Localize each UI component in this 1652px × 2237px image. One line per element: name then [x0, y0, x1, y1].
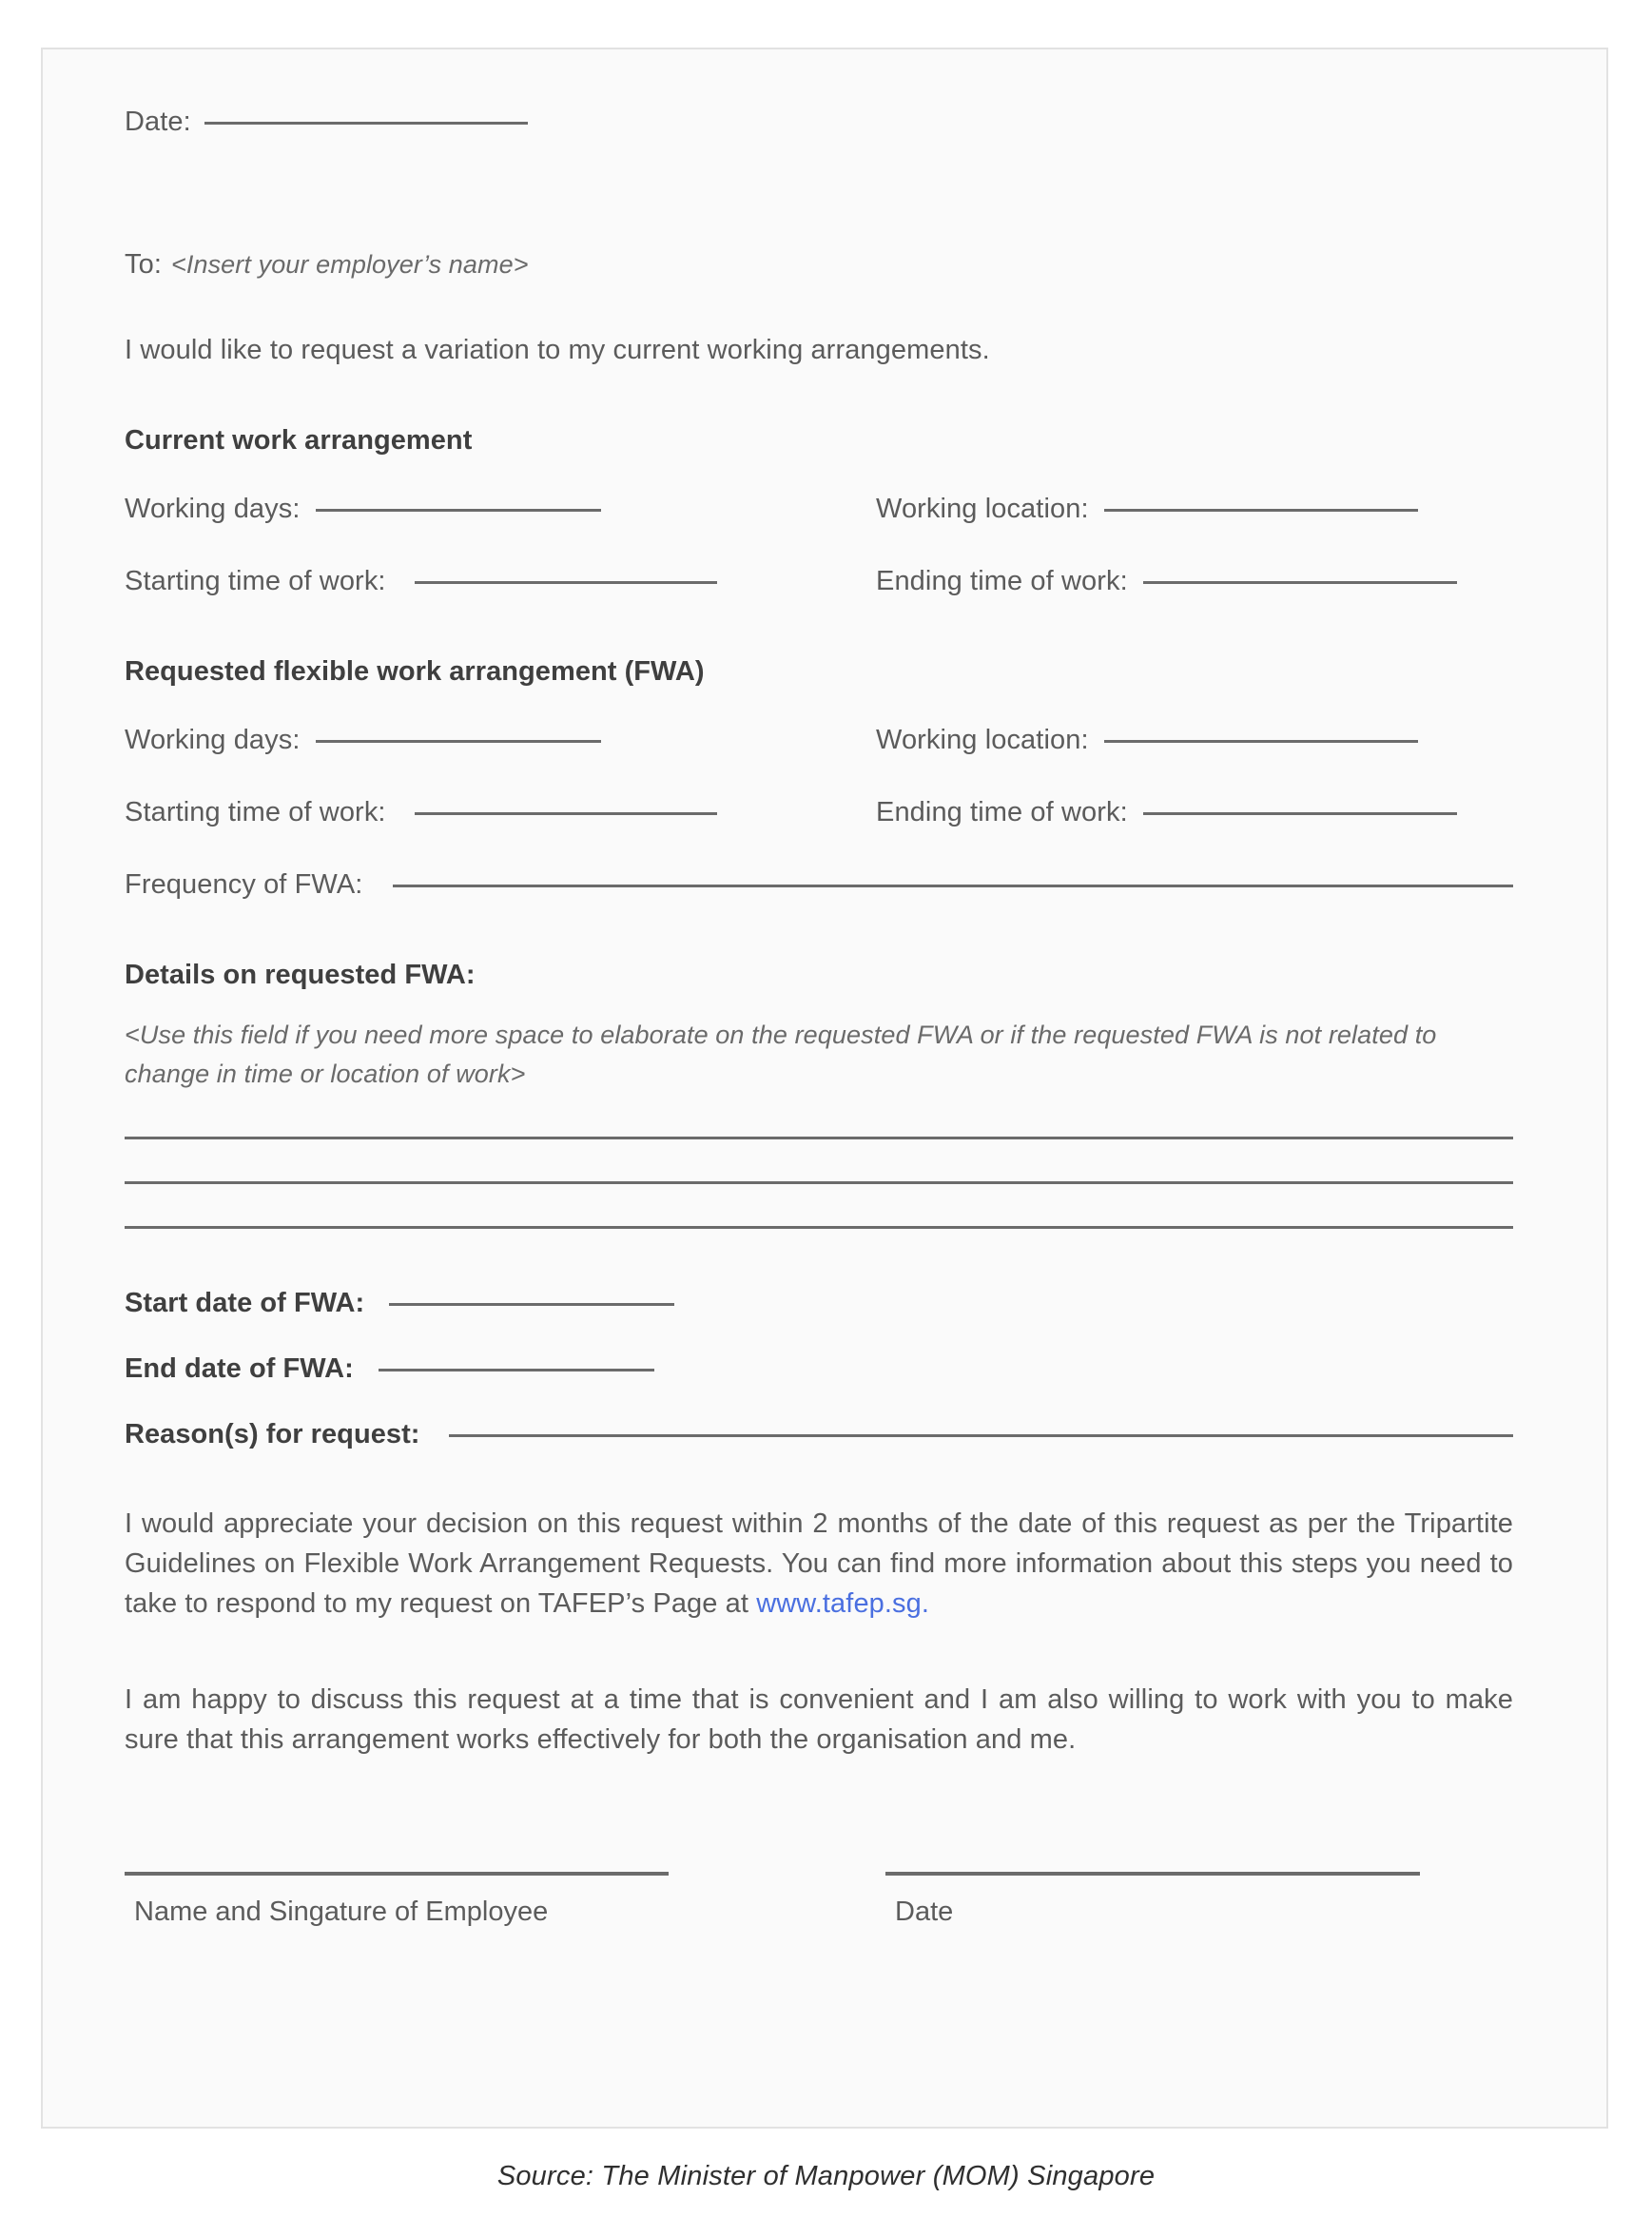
start-date-field: [125, 1288, 1513, 1319]
requested-end-time-field: [876, 792, 1513, 832]
current-end-time-blank[interactable]: [1143, 581, 1457, 584]
start-date-blank[interactable]: [389, 1303, 674, 1306]
closing-paragraph-2: I am happy to discuss this request at a time that is convenient and I am also willing to work with you to make sure that this arrangement works effectively for both the organisation and me.: [125, 1683, 1513, 1755]
end-date-field: [125, 1353, 1513, 1385]
reason-field: [125, 1419, 1513, 1450]
requested-end-time-blank[interactable]: [1143, 812, 1457, 815]
end-date-label: End date of FWA:: [125, 1353, 354, 1385]
date-field-label: Date:: [125, 107, 191, 137]
requested-working-location-field: [876, 720, 1513, 760]
details-line-3[interactable]: [125, 1226, 1513, 1229]
details-line-2[interactable]: [125, 1181, 1513, 1184]
signature-date-cell: [885, 1872, 1513, 1928]
requested-arrangement-heading: Requested flexible work arrangement (FWA): [125, 656, 705, 688]
current-working-location-field: [876, 489, 1513, 529]
signature-date-label: Date: [895, 1896, 954, 1927]
employee-signature-cell: [125, 1872, 885, 1928]
current-end-time-label: Ending time of work:: [876, 566, 1128, 597]
frequency-blank[interactable]: [393, 885, 1513, 887]
signature-block: [125, 1872, 1513, 1928]
start-date-label: Start date of FWA:: [125, 1288, 365, 1319]
current-days-location-row: [125, 489, 1513, 529]
current-working-days-field: [125, 489, 876, 529]
current-start-time-field: [125, 561, 876, 601]
current-working-location-blank[interactable]: [1104, 509, 1418, 512]
requested-time-row: [125, 792, 1513, 832]
document-page-card: [41, 48, 1608, 2129]
closing-paragraph-1: [125, 1504, 1513, 1624]
details-writing-lines: [125, 1137, 1513, 1229]
employee-signature-label: Name and Singature of Employee: [134, 1896, 549, 1927]
recipient-placeholder: <Insert your employer’s name>: [171, 250, 529, 280]
requested-days-location-row: [125, 720, 1513, 760]
requested-working-location-label: Working location:: [876, 725, 1089, 756]
current-working-location-label: Working location:: [876, 494, 1089, 525]
requested-working-location-blank[interactable]: [1104, 740, 1418, 743]
details-line-1[interactable]: [125, 1137, 1513, 1139]
closing-paragraph-1-text: I would appreciate your decision on this request within 2 months of the date of this request as per the Tripartite Guidelines on Flexible Work Arrangement Requests. You can find more information about this steps you need to take to respond to my request on TAFEP’s Page at: [125, 1508, 1513, 1620]
current-start-time-label: Starting time of work:: [125, 566, 386, 597]
frequency-label: Frequency of FWA:: [125, 869, 363, 901]
requested-start-time-label: Starting time of work:: [125, 797, 386, 828]
requested-end-time-label: Ending time of work:: [876, 797, 1128, 828]
current-arrangement-heading: Current work arrangement: [125, 425, 473, 457]
tafep-website-link[interactable]: www.tafep.sg.: [756, 1588, 930, 1620]
date-field-row: [125, 102, 1513, 142]
recipient-row: [125, 244, 1513, 284]
requested-working-days-label: Working days:: [125, 725, 301, 756]
details-note: <Use this field if you need more space to elaborate on the requested FWA or if the requested FWA is not related to change in time or location of work>: [125, 1021, 1437, 1088]
source-attribution: Source: The Minister of Manpower (MOM) Singapore: [496, 2161, 1156, 2191]
signature-date-blank[interactable]: [885, 1872, 1420, 1876]
document-body: [125, 102, 1513, 1928]
requested-start-time-blank[interactable]: [415, 812, 717, 815]
recipient-label: To:: [125, 249, 162, 281]
end-date-blank[interactable]: [379, 1369, 654, 1371]
details-heading: Details on requested FWA:: [125, 960, 476, 991]
reason-blank[interactable]: [449, 1434, 1514, 1437]
current-time-row: [125, 561, 1513, 601]
requested-working-days-blank[interactable]: [316, 740, 601, 743]
requested-start-time-field: [125, 792, 876, 832]
date-field-blank[interactable]: [204, 122, 528, 125]
current-working-days-blank[interactable]: [316, 509, 601, 512]
current-end-time-field: [876, 561, 1513, 601]
requested-working-days-field: [125, 720, 876, 760]
reason-label: Reason(s) for request:: [125, 1419, 420, 1450]
intro-sentence: I would like to request a variation to my current working arrangements.: [125, 335, 990, 366]
frequency-field: [125, 865, 1513, 905]
employee-signature-blank[interactable]: [125, 1872, 669, 1876]
current-start-time-blank[interactable]: [415, 581, 717, 584]
current-working-days-label: Working days:: [125, 494, 301, 525]
